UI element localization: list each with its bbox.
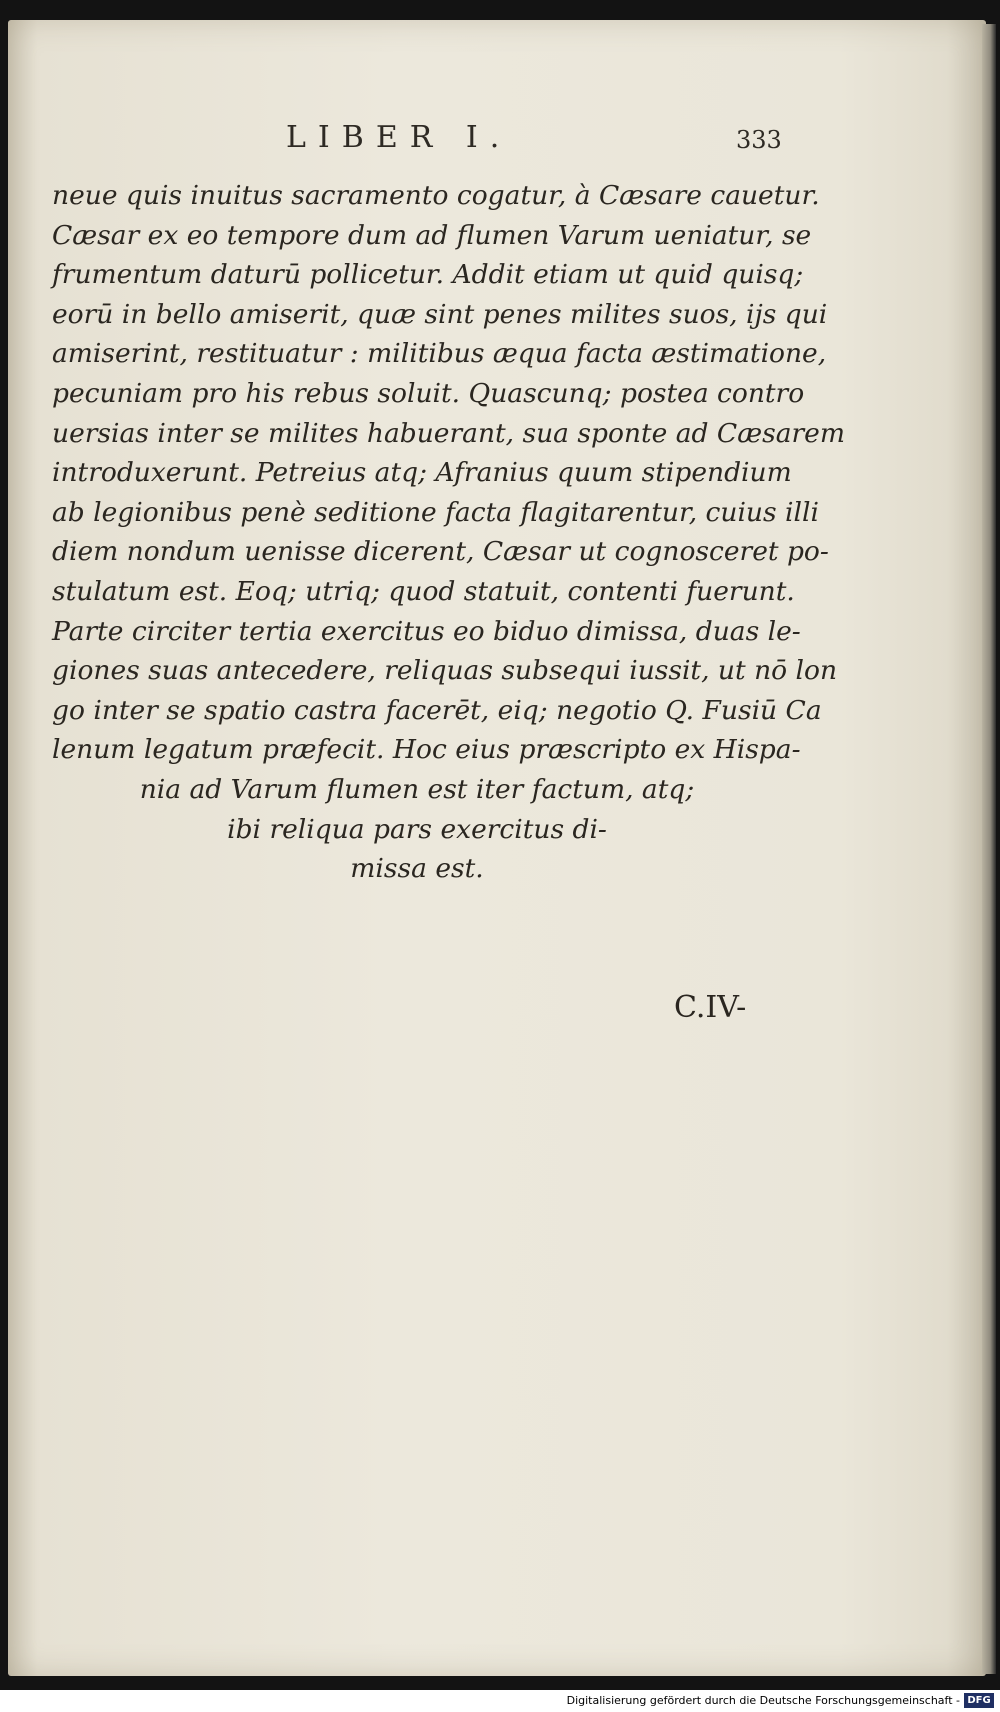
text-line: frumentum daturū pollicetur. Addit etiam ut quid quisq; [52,259,804,291]
footer-credit: Digitalisierung gefördert durch die Deutsche Forschungsgemeinschaft - [566,1694,960,1707]
catchword: C.IV- [674,990,747,1025]
text-line: uersias inter se milites habuerant, sua sponte ad Cæsarem [52,417,845,449]
page-number: 333 [736,126,782,154]
dfg-logo: DFG [964,1693,994,1708]
text-line: giones suas antecedere, reliquas subsequi iussit, ut nō lon [52,655,838,687]
text-line: neue quis inuitus sacramento cogatur, à Cæsare cauetur. [52,180,820,211]
running-head: LIBER I. [286,120,512,155]
page-header [8,102,986,162]
text-line: pecuniam pro his rebus soluit. Quascunq; postea contro [52,377,805,409]
text-line: lenum legatum præfecit. Hoc eius præscripto ex Hispa- [52,734,801,766]
centered-text-line: ibi reliqua pars exercitus di- [227,813,607,845]
book-page [8,20,986,1676]
text-line: Cæsar ex eo tempore dum ad flumen Varum ueniatur, se [52,219,812,251]
text-line: amiserint, restituatur : militibus æqua facta æstimatione, [52,338,827,370]
text-line: go inter se spatio castra facerēt, eiq; negotio Q. Fusiū Ca [52,694,822,726]
centered-text-line: nia ad Varum flumen est iter factum, atq; [139,773,695,805]
text-line: ab legionibus penè seditione facta flagitarentur, cuius illi [52,496,819,528]
footer-bar [0,1690,1000,1712]
centered-text-line: missa est. [350,853,484,885]
body-text [52,176,845,889]
text-line: eorū in bello amiserit, quæ sint penes milites suos, ijs qui [52,298,828,330]
text-line: Parte circiter tertia exercitus eo biduo dimissa, duas le- [52,615,801,647]
page-edge [982,24,996,1674]
text-line: introduxerunt. Petreius atq; Afranius quum stipendium [52,457,792,489]
text-line: diem nondum uenisse dicerent, Cæsar ut cognosceret po- [52,536,829,568]
text-line: stulatum est. Eoq; utriq; quod statuit, contenti fuerunt. [52,575,795,607]
